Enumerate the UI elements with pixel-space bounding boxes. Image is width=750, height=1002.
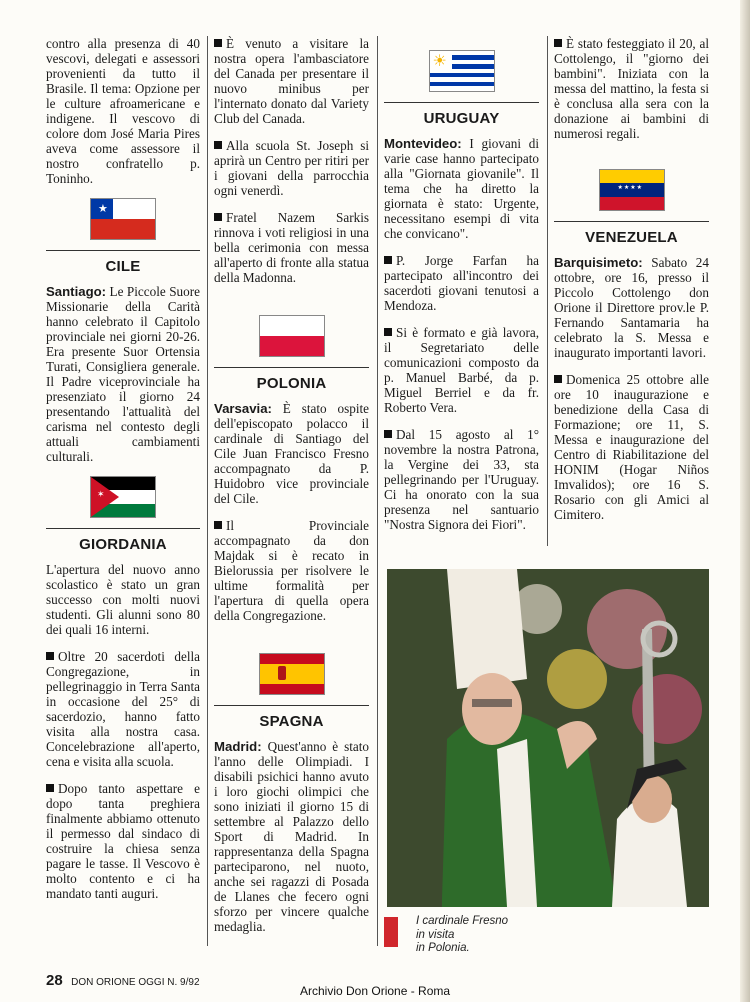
photo-caption: [384, 915, 564, 956]
region-title-uruguay: URUGUAY: [384, 102, 539, 126]
poland-flag: [259, 315, 325, 357]
cardinal-photo: [387, 569, 709, 907]
vergine-paragraph: [384, 427, 539, 532]
col4-text-2: Domenica 25 ottobre alle ore 10 inaugurazione e benedizione della Casa di Formazione; ore 11, S. Messa e inaugurazione del Centro di Riabilitazione del HONIM (Hogar Niños Imvalidos); ore 16 S. Rosario con gli Amici al Cimitero.: [554, 372, 709, 522]
cardinal-illustration: [387, 569, 709, 907]
bullet-square-icon: [384, 328, 392, 336]
column-divider: [207, 36, 208, 946]
chile-flag: ★: [90, 198, 156, 240]
uruguay-flag: ☀: [429, 50, 495, 92]
polonia-paragraph: [214, 401, 369, 506]
bullet-square-icon: [214, 521, 222, 529]
column-2: [214, 36, 369, 946]
page-footer: [46, 972, 200, 990]
bullet-square-icon: [214, 141, 222, 149]
polonia-text-2: Il Provinciale accompagnato da don Majdak si è recato in Bielorussia per risolvere le ultime formalità per l'apertura di quella opera della Congregazione.: [214, 518, 369, 623]
bullet-square-icon: [46, 652, 54, 660]
uruguay-paragraph: [384, 136, 539, 241]
cottolengo-paragraph: [554, 36, 709, 141]
caption-marker: [384, 917, 398, 947]
nazem-paragraph: [214, 210, 369, 285]
brasile-continuation: contro alla presenza di 40 vescovi, delegati e assessori provenienti da tutto il Brasile. Il tema: Opzione per le culture afroamericane e indigene. Il vescovo di colore dom José Maria Pires aveva come assessore il nostro confratello p. Toninho.: [46, 36, 200, 186]
caption-line-1: I cardinale Fresno: [416, 915, 509, 927]
giordania-paragraph-1: L'apertura del nuovo anno scolastico è stato un gran successo con molti nuovi studenti. Gli alunni sono 80 dei quali 16 interni.: [46, 562, 200, 637]
giordania-text-2: Oltre 20 sacerdoti della Congregazione, in pellegrinaggio in Terra Santa in occasione del 25° di sacerdozio, hanno fatto visita alla nostra casa. Concelebrazione all'aperto, cena e visita alla scuola.: [46, 649, 200, 769]
bullet-square-icon: [384, 256, 392, 264]
spagna-text: Quest'anno è stato l'anno delle Olimpiadi. I disabili psichici hanno avuto i loro giochi olimpici che sono iniziati il giorno 15 di settembre al Palazzo dello Sport di Madrid. In rappresentanza della Spagna parteciparono, nel nuoto, anche sei ragazzi di Posada de Llanes che fecero ogni sforzo per vincere qualche medaglia.: [214, 739, 369, 934]
bullet-square-icon: [554, 375, 562, 383]
uruguay-text: I giovani di varie case hanno partecipato alla "Giornata giovanile". Il tema che ha diretto la giornata è stato: Urgente, necessitano esempi di vita che convicano".: [384, 136, 539, 241]
bullet-square-icon: [46, 784, 54, 792]
page-edge-shadow: [740, 0, 750, 1002]
segretariato-paragraph: [384, 325, 539, 415]
cile-paragraph: [46, 284, 200, 464]
city-barquisimeto: Barquisimeto:: [554, 255, 643, 270]
jordan-flag: ✶: [90, 476, 156, 518]
bullet-square-icon: [214, 39, 222, 47]
caption-line-3: in Polonia.: [416, 942, 470, 954]
col3-text-3: Si è formato e già lavora, il Segretariato delle comunicazioni composto da p. Manuel Barbé, da p. Miguel Berriel e da fr. Roberto Vera.: [384, 325, 539, 415]
archive-watermark: Archivio Don Orione - Roma: [300, 984, 451, 998]
bullet-square-icon: [384, 430, 392, 438]
column-divider: [377, 36, 378, 946]
spain-flag: [259, 653, 325, 695]
cile-text: Le Piccole Suore Missionarie della Carità hanno celebrato il Capitolo provinciale nei giorni 20-26. Era presente Suor Ortensia Turati, Consigliera generale. Il Padre viceprovinciale ha presenziato il giorno 24 presentando l'attualità del carisma nel contesto degli attuali cambiamenti culturali.: [46, 284, 200, 464]
farfan-paragraph: [384, 253, 539, 313]
region-title-polonia: POLONIA: [214, 367, 369, 391]
venezuela-flag: ★★★★: [599, 169, 665, 211]
st-joseph-paragraph: [214, 138, 369, 198]
region-title-spagna: SPAGNA: [214, 705, 369, 729]
col2-text-1: È venuto a visitare la nostra opera l'ambasciatore del Canada per presentare il nuovo minibus per l'internato donato dal Variety Club del Canada.: [214, 36, 369, 126]
venezuela-paragraph: [554, 255, 709, 360]
column-3: [384, 36, 539, 544]
giordania-paragraph-3: [46, 781, 200, 901]
column-4: [554, 36, 709, 534]
region-title-cile: CILE: [46, 250, 200, 274]
giordania-paragraph-2: [46, 649, 200, 769]
polonia-paragraph-2: [214, 518, 369, 623]
col3-text-2: P. Jorge Farfan ha partecipato all'incontro dei sacerdoti giovani tenutosi a Mendoza.: [384, 253, 539, 313]
domenica-paragraph: [554, 372, 709, 522]
col2-text-2: Alla scuola St. Joseph si aprirà un Centro per ritiri per i giovani della parrocchia ogni venerdì.: [214, 138, 369, 198]
bullet-square-icon: [554, 39, 562, 47]
magazine-issue: DON ORIONE OGGI N. 9/92: [71, 977, 200, 988]
caption-line-2: in visita: [416, 928, 455, 941]
venezuela-text: Sabato 24 ottobre, ore 16, presso il Piccolo Cottolengo don Orione il Direttore prov.le P. Fernando Santamaria ha celebrato la S. Messa e inaugurato importanti lavori.: [554, 255, 709, 360]
spagna-paragraph: [214, 739, 369, 934]
giordania-text-3: Dopo tanto aspettare e dopo tanta preghiera finalmente abbiamo ottenuto il permesso dal sindaco di costruire la chiesa senza pagare le tasse. Il Vescovo è molto contento e ci ha mandato tanti auguri.: [46, 781, 200, 901]
city-madrid: Madrid:: [214, 739, 262, 754]
bullet-square-icon: [214, 213, 222, 221]
city-montevideo: Montevideo:: [384, 136, 462, 151]
giordania-canada-paragraph: [214, 36, 369, 126]
column-divider: [547, 36, 548, 546]
column-1: [46, 36, 200, 913]
region-title-giordania: GIORDANIA: [46, 528, 200, 552]
city-varsavia: Varsavia:: [214, 401, 272, 416]
col2-text-3: Fratel Nazem Sarkis rinnova i voti religiosi in una bella cerimonia con messa all'aperto di fronte alla statua della Madonna.: [214, 210, 369, 285]
region-title-venezuela: VENEZUELA: [554, 221, 709, 245]
polonia-text: È stato ospite dell'episcopato polacco il cardinale di Santiago del Cile Juan Francisco Fresno accompagnato da P. Huidobro vice provinciale del Cile.: [214, 401, 369, 506]
page-number: 28: [46, 972, 63, 989]
col3-text-4: Dal 15 agosto al 1° novembre la nostra Patrona, la Vergine dei 33, sta pellegrinando per l'Uruguay. Ci ha onorato con la sua presenza nel santuario "Nostra Signora dei Fiori".: [384, 427, 539, 532]
col4-text-1: È stato festeggiato il 20, al Cottolengo, il "giorno dei bambini". Iniziata con la messa del mattino, la festa si è conclusa alla sera con la donazione ai bambini di numerosi regali.: [554, 36, 709, 141]
city-santiago: Santiago:: [46, 284, 107, 299]
